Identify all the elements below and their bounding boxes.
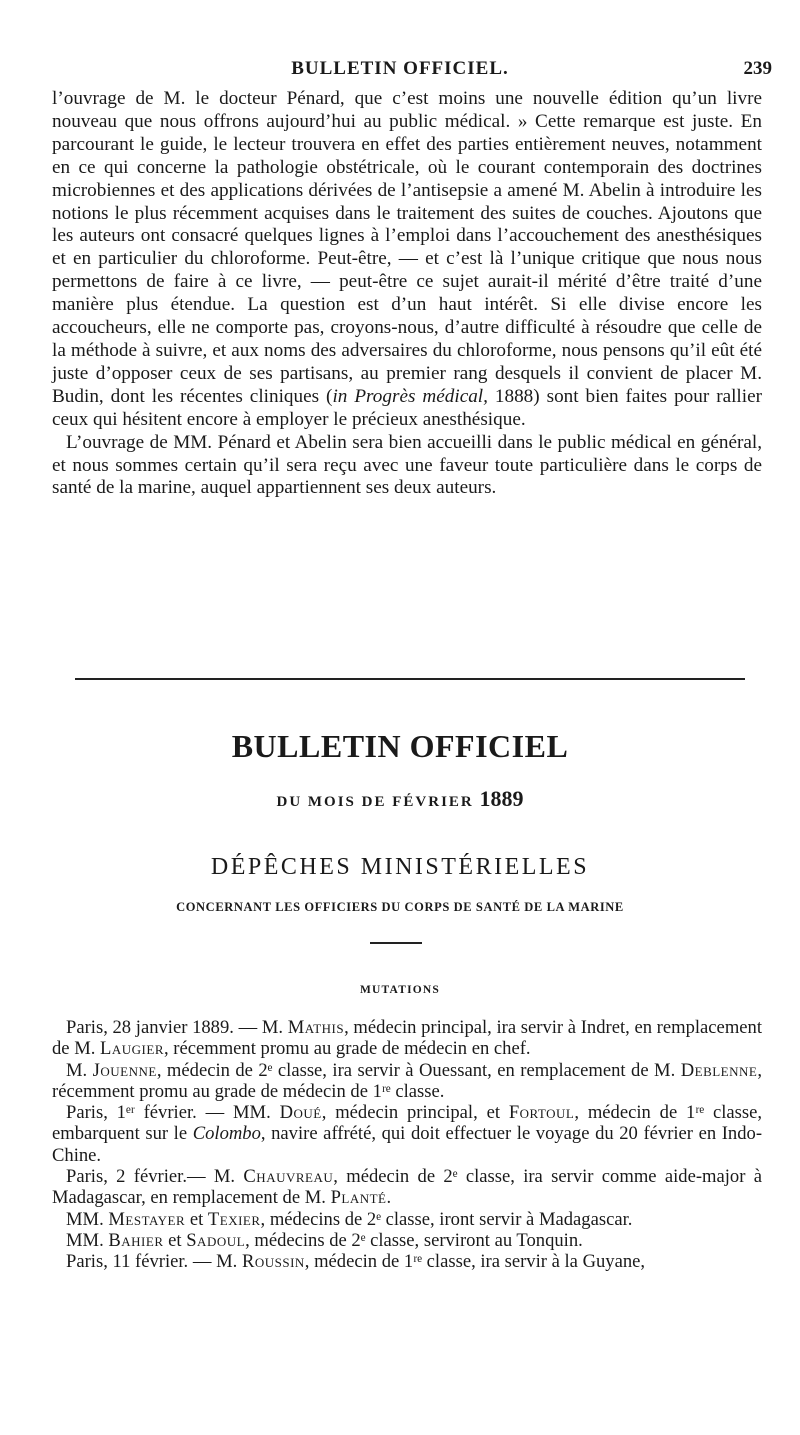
month-label: DU MOIS DE FÉVRIER	[276, 794, 474, 810]
officer-name: Chauvreau	[243, 1166, 334, 1188]
review-paragraph-2: L’ouvrage de MM. Pénard et Abelin sera bien accueilli dans le public médical en général, et nous sommes certain qu’il sera reçu avec une faveur toute particulière dans le corps de santé de la marine, auquel appartiennent ses deux auteurs.	[52, 431, 762, 499]
section-subtitle	[0, 786, 800, 812]
officer-name: Laugier	[100, 1038, 164, 1060]
short-divider	[370, 942, 422, 944]
text-run: et	[185, 1208, 208, 1230]
mutations-list	[52, 1017, 762, 1273]
officer-name: Sadoul	[186, 1229, 246, 1251]
text-run: , navire affrété, qui doit effectuer le voyage du 20 février en Indo-Chine.	[52, 1123, 763, 1166]
text-run: , médecin de 2ᵉ classe, ira servir à Ouessant, en remplacement de M.	[156, 1059, 681, 1081]
text-run: , médecins de 2ᵉ classe, iront servir à Madagascar.	[260, 1208, 633, 1230]
officer-name: Fortoul	[508, 1102, 575, 1124]
text-run: , récemment promu au grade de médecin de 1ʳᵉ classe.	[52, 1059, 762, 1102]
text-run: , médecin principal, et	[321, 1102, 509, 1124]
concernant-heading: CONCERNANT LES OFFICIERS DU CORPS DE SANTÉ DE LA MARINE	[176, 900, 624, 914]
text-run: Paris, 1ᵉʳ février. — MM.	[66, 1102, 280, 1124]
mutation-entry	[52, 1230, 762, 1251]
mutation-entry	[52, 1251, 762, 1272]
section-title: BULLETIN OFFICIEL	[231, 728, 569, 764]
mutation-entry	[52, 1017, 762, 1060]
officer-name: Texier	[207, 1208, 261, 1230]
ship-name: Colombo	[192, 1123, 261, 1145]
review-paragraph-1	[52, 88, 762, 432]
text-run: et	[163, 1229, 187, 1251]
text-run: MM.	[66, 1208, 109, 1230]
text-run: Paris, 2 février.— M.	[66, 1166, 244, 1188]
mutation-entry	[52, 1060, 762, 1103]
officer-name: Bahier	[108, 1229, 164, 1251]
officer-name: Planté	[330, 1187, 387, 1209]
year-label: 1889	[479, 786, 524, 811]
text-run: Paris, 28 janvier 1889. — M.	[66, 1017, 288, 1038]
text-run: , médecin de 1ʳᵉ classe, embarquent sur le	[52, 1102, 762, 1145]
mutation-entry	[52, 1209, 762, 1230]
text-run: , récemment promu au grade de médecin en chef.	[164, 1038, 531, 1060]
text-run: , médecins de 2ᵉ classe, serviront au Tonquin.	[245, 1229, 583, 1251]
running-title: BULLETIN OFFICIEL.	[291, 58, 509, 79]
text-run: l’ouvrage de M. le docteur Pénard, que c’est moins une nouvelle édition qu’un livre nouveau que nous offrons aujourd’hui au public médical. » Cette remarque est juste. En parcourant le guide, le lecteur trouvera en effet des parties entièrement neuves, notamment en ce qui concerne la pathologie obstétricale, où le courant contemporain des doctrines microbiennes et des applications dérivées de l’antisepsie a amené M. Abelin à introduire les notions le plus récemment acquises dans le traitement des suites de couches. Ajoutons que les auteurs ont consacré quelques lignes à l’emploi dans l’accouchement des anesthésiques et en particulier du chloroforme. Peut-être, — et c’est là l’unique critique que nous nous permettons de faire à ce livre, — peut-être ce sujet aurait-il mérité d’être traité d’une manière plus étendue. La question est d’un haut intérêt. Si elle divise encore les accoucheurs, elle ne comporte pas, croyons-nous, d’autre difficulté à résoudre que celle de la méthode à suivre, et aux noms des adversaires du chloroforme, nous pensons qu’il eût été juste d’opposer ceux de ses partisans, au premier rang desquels il convient de placer M. Budin, dont les récentes cliniques (	[52, 88, 762, 407]
mutations-heading: MUTATIONS	[359, 984, 441, 996]
text-run: , médecin principal, ira servir à Indret, en remplacement de M.	[52, 1017, 762, 1060]
officer-name: Deblenne	[680, 1059, 758, 1081]
text-run: M.	[66, 1059, 93, 1081]
text-run: .	[386, 1187, 392, 1209]
text-run: Paris, 11 février. — M.	[66, 1251, 242, 1273]
officer-name: Doué	[279, 1102, 322, 1124]
officer-name: Mestayer	[108, 1208, 186, 1230]
officer-name: Roussin	[241, 1251, 305, 1273]
citation-italic: in Progrès médical,	[332, 385, 488, 407]
text-run: , médecin de 1ʳᵉ classe, ira servir à la Guyane,	[304, 1251, 646, 1273]
running-head	[0, 58, 800, 82]
text-run: 1888) sont bien faites pour rallier ceux qui hésitent encore à employer le précieux anesthésique.	[52, 385, 762, 430]
review-text	[52, 88, 762, 500]
page-number: 239	[743, 58, 772, 79]
section-divider	[75, 678, 745, 680]
mutation-entry	[52, 1166, 762, 1209]
officer-name: Mathis	[287, 1017, 345, 1038]
text-run: MM.	[66, 1229, 109, 1251]
officer-name: Jouenne	[92, 1059, 157, 1081]
depeches-heading: DÉPÊCHES MINISTÉRIELLES	[210, 854, 590, 880]
mutation-entry	[52, 1102, 762, 1166]
text-run: , médecin de 2ᵉ classe, ira servir comme aide-major à Madagascar, en remplacement de M.	[52, 1166, 762, 1209]
